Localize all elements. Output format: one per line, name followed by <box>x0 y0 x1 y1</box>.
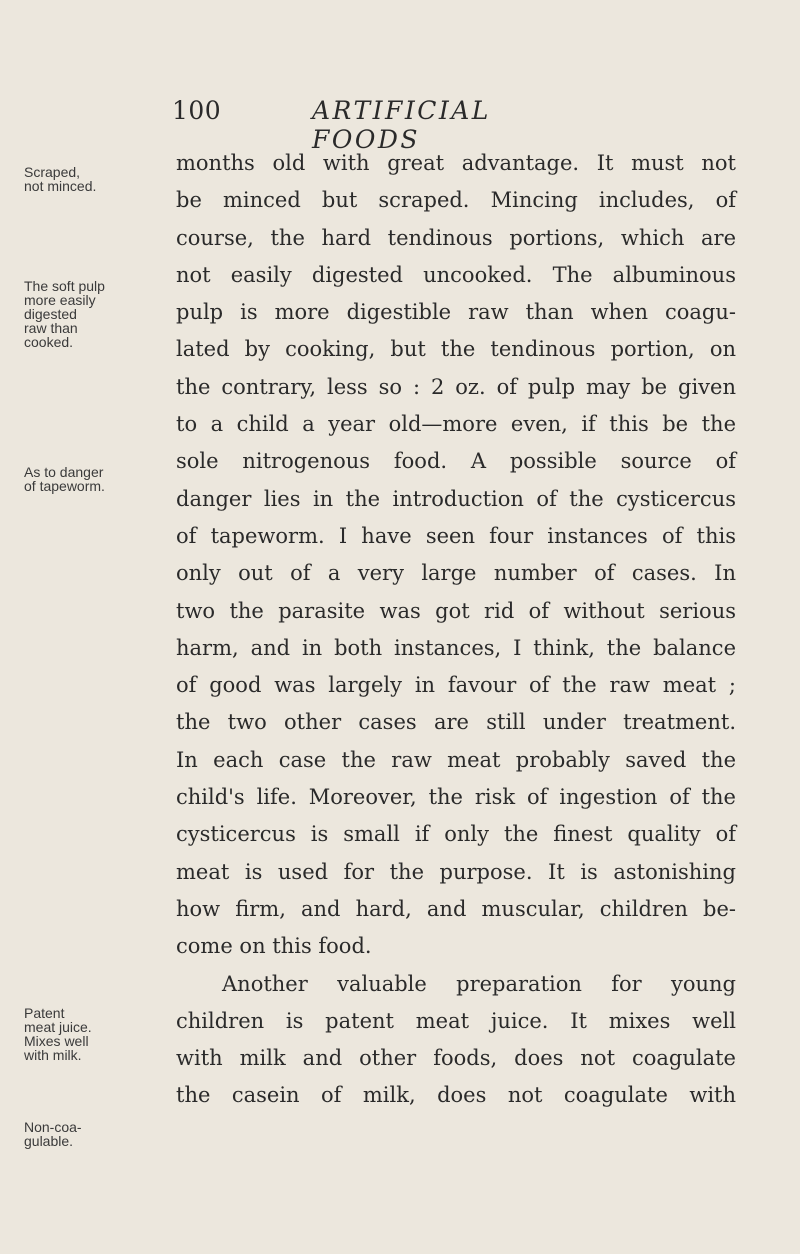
margin-note-tapeworm <box>24 465 164 493</box>
text-line: harm, and in both instances, I think, the balance <box>176 635 736 660</box>
margin-note-line: raw than <box>24 320 78 336</box>
text-line: not easily digested uncooked. The albuminous <box>176 262 736 287</box>
margin-note-line: meat juice. <box>24 1019 92 1035</box>
text-line: the contrary, less so : 2 oz. of pulp may be given <box>176 374 736 399</box>
margin-note-patent-meat-juice <box>24 1006 164 1062</box>
margin-note-scraped <box>24 165 164 193</box>
body-text <box>176 145 736 1115</box>
text-line: of good was largely in favour of the raw meat ; <box>176 673 736 698</box>
margin-note-line: Scraped, <box>24 164 81 180</box>
text-line: two the parasite was got rid of without serious <box>176 598 736 623</box>
text-line: of tapeworm. I have seen four instances of this <box>176 523 736 548</box>
margin-note-line: gulable. <box>24 1133 74 1149</box>
text-line: children is patent meat juice. It mixes well <box>176 1008 736 1033</box>
margin-note-non-coagulable <box>24 1120 164 1148</box>
margin-note-line: Mixes well <box>24 1033 89 1049</box>
running-title: ARTIFICIAL FOODS <box>312 96 491 154</box>
text-line: danger lies in the introduction of the cysticercus <box>176 486 736 511</box>
text-line: In each case the raw meat probably saved the <box>176 747 736 772</box>
page-header <box>164 96 604 154</box>
text-line: sole nitrogenous food. A possible source of <box>176 449 736 474</box>
margin-note-line: Patent <box>24 1005 65 1021</box>
text-line: pulp is more digestible raw than when coagu- <box>176 300 736 325</box>
text-line: come on this food. <box>176 934 372 959</box>
margin-note-soft-pulp <box>24 279 164 349</box>
text-line: lated by cooking, but the tendinous portion, on <box>176 337 736 362</box>
text-line: Another valuable preparation for young <box>222 971 736 996</box>
text-line: to a child a year old—more even, if this be the <box>176 412 736 437</box>
margin-note-line: As to danger <box>24 464 104 480</box>
text-line: the casein of milk, does not coagulate with <box>176 1083 736 1108</box>
text-line: only out of a very large number of cases. In <box>176 561 736 586</box>
text-line: be minced but scraped. Mincing includes, of <box>176 188 736 213</box>
text-line: months old with great advantage. It must not <box>176 151 736 175</box>
margin-note-line: with milk. <box>24 1047 82 1063</box>
margin-note-line: more easily <box>24 292 96 308</box>
text-line: the two other cases are still under treatment. <box>176 710 736 735</box>
text-line: meat is used for the purpose. It is astonishing <box>176 859 736 884</box>
margin-note-line: Non-coa- <box>24 1119 82 1135</box>
text-line: course, the hard tendinous portions, which are <box>176 225 736 250</box>
text-line: with milk and other foods, does not coagulate <box>176 1046 736 1071</box>
margin-note-line: The soft pulp <box>24 278 105 294</box>
page-number: 100 <box>172 96 222 125</box>
text-line: child's life. Moreover, the risk of ingestion of the <box>176 785 736 810</box>
text-line: how firm, and hard, and muscular, children be- <box>176 896 736 921</box>
margin-note-line: cooked. <box>24 334 74 350</box>
margin-note-line: not minced. <box>24 178 97 194</box>
margin-note-line: of tapeworm. <box>24 478 105 494</box>
text-line: cysticercus is small if only the finest quality of <box>176 822 736 847</box>
margin-note-line: digested <box>24 306 77 322</box>
